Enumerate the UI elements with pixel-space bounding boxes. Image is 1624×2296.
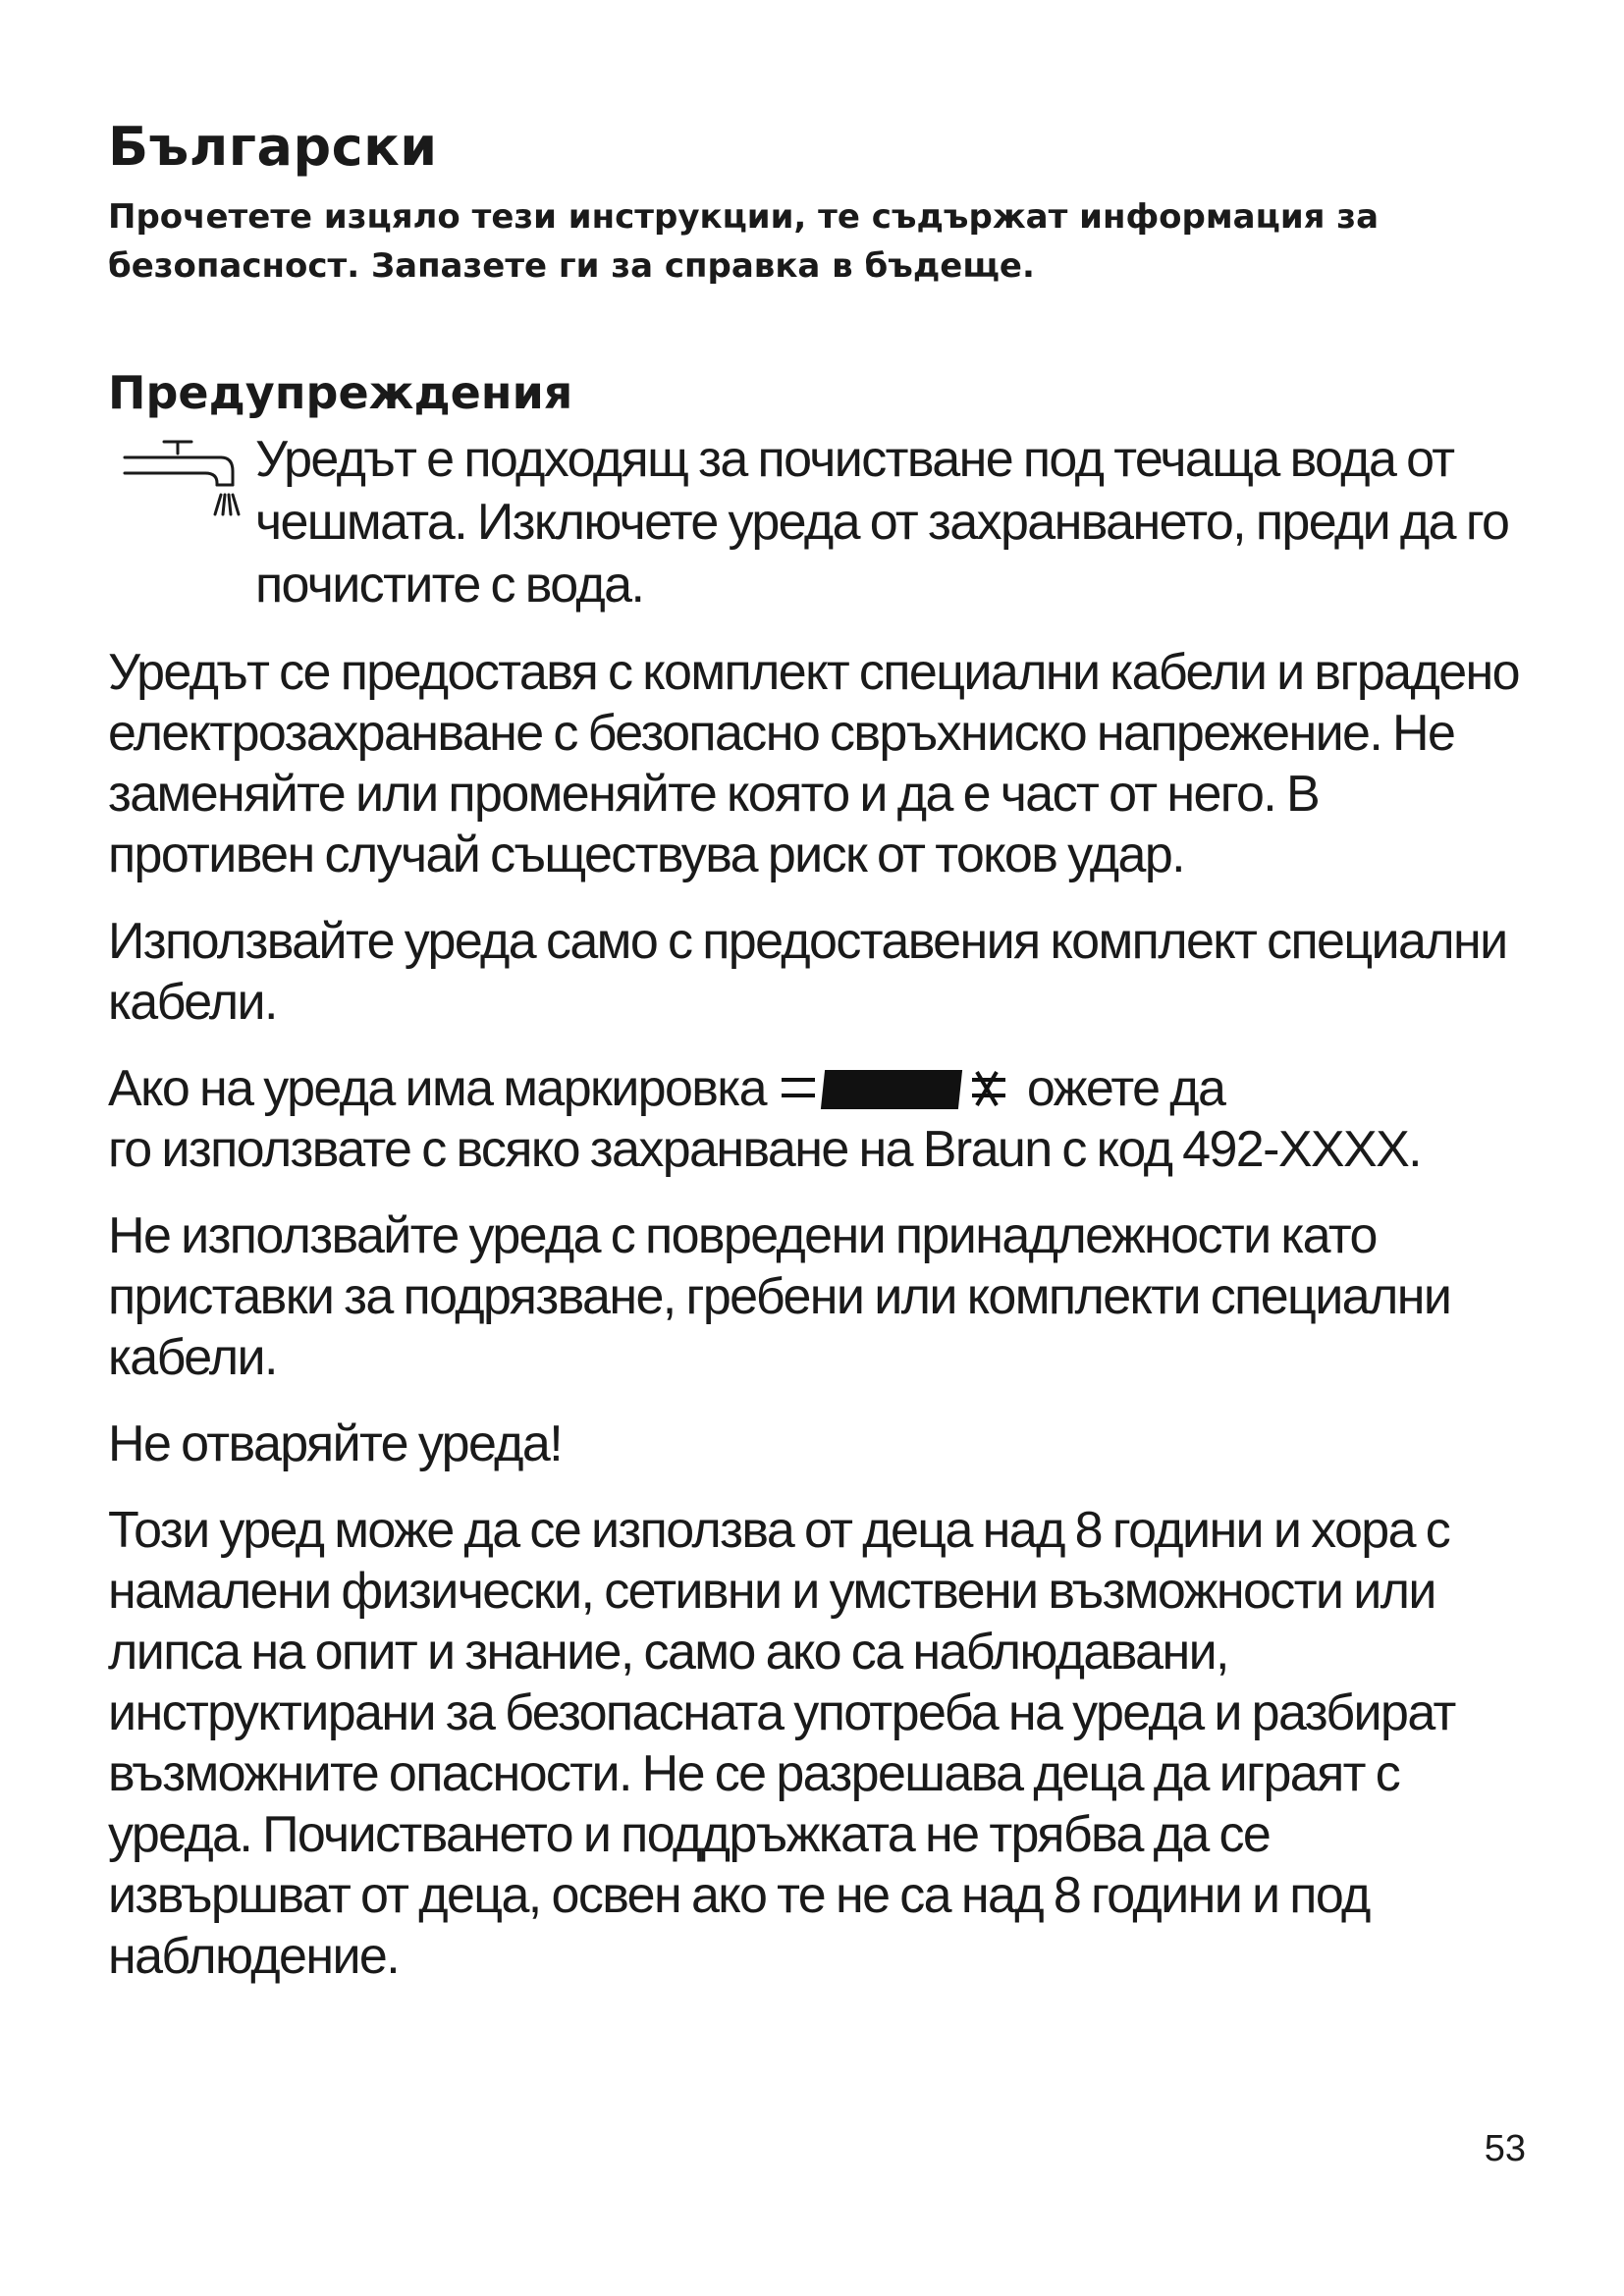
paragraph-marking — [108, 1058, 1522, 1180]
page-number: 53 — [1484, 2128, 1526, 2169]
tap-warning-block — [108, 428, 1522, 616]
intro-notice: Прочетете изцяло тези инструкции, те съдържат информация за безопасност. Запазете ги за справка в бъдеще. — [108, 197, 1380, 286]
manual-page — [108, 108, 1522, 1987]
redaction-bar — [821, 1070, 962, 1109]
paragraph-damaged-accessories: Не използвайте уреда с повредени принадлежности като приставки за подрязване, гребени или комплекти специални кабели. — [108, 1207, 1451, 1386]
redacted-marking-symbol — [776, 1066, 1021, 1111]
marking-text-after: ожете да — [1026, 1060, 1225, 1117]
paragraph-cable-set: Уредът се предоставя с комплект специални кабели и вградено електрозахранване с безопасно свръхниско напрежение. Не заменяйте или променяйте която и да е част от него. В противен случай съществува риск от токов удар. — [108, 644, 1519, 883]
water-tap-icon — [108, 436, 255, 544]
marking-text-before: Ако на уреда има маркировка — [108, 1060, 766, 1117]
marking-text-rest: го използвате с всяко захранване на Braun с код 492-XXXX. — [108, 1121, 1422, 1178]
paragraph-do-not-open: Не отваряйте уреда! — [108, 1415, 563, 1472]
warnings-heading: Предупреждения — [108, 366, 573, 419]
paragraph-children: Този уред може да се използва от деца над 8 години и хора с намалени физически, сетивни и умствени възможности или липса на опит и знание, само ако са наблюдавани, инструктирани за безопасната употреба на уреда и разбират възможните опасности. Не се разрешава деца да играят с уреда. Почистването и поддръжката не трябва да се извършват от деца, освен ако те не са над 8 години и под наблюдение. — [108, 1502, 1455, 1985]
paragraph-use-cable-only: Използвайте уреда само с предоставения комплект специални кабели. — [108, 913, 1507, 1031]
marking-line — [108, 1060, 1224, 1117]
language-title: Български — [108, 116, 438, 178]
tap-warning-text: Уредът е подходящ за почистване под течаща вода от чешмата. Изключете уреда от захранването, преди да го почистите с вода. — [255, 431, 1509, 614]
